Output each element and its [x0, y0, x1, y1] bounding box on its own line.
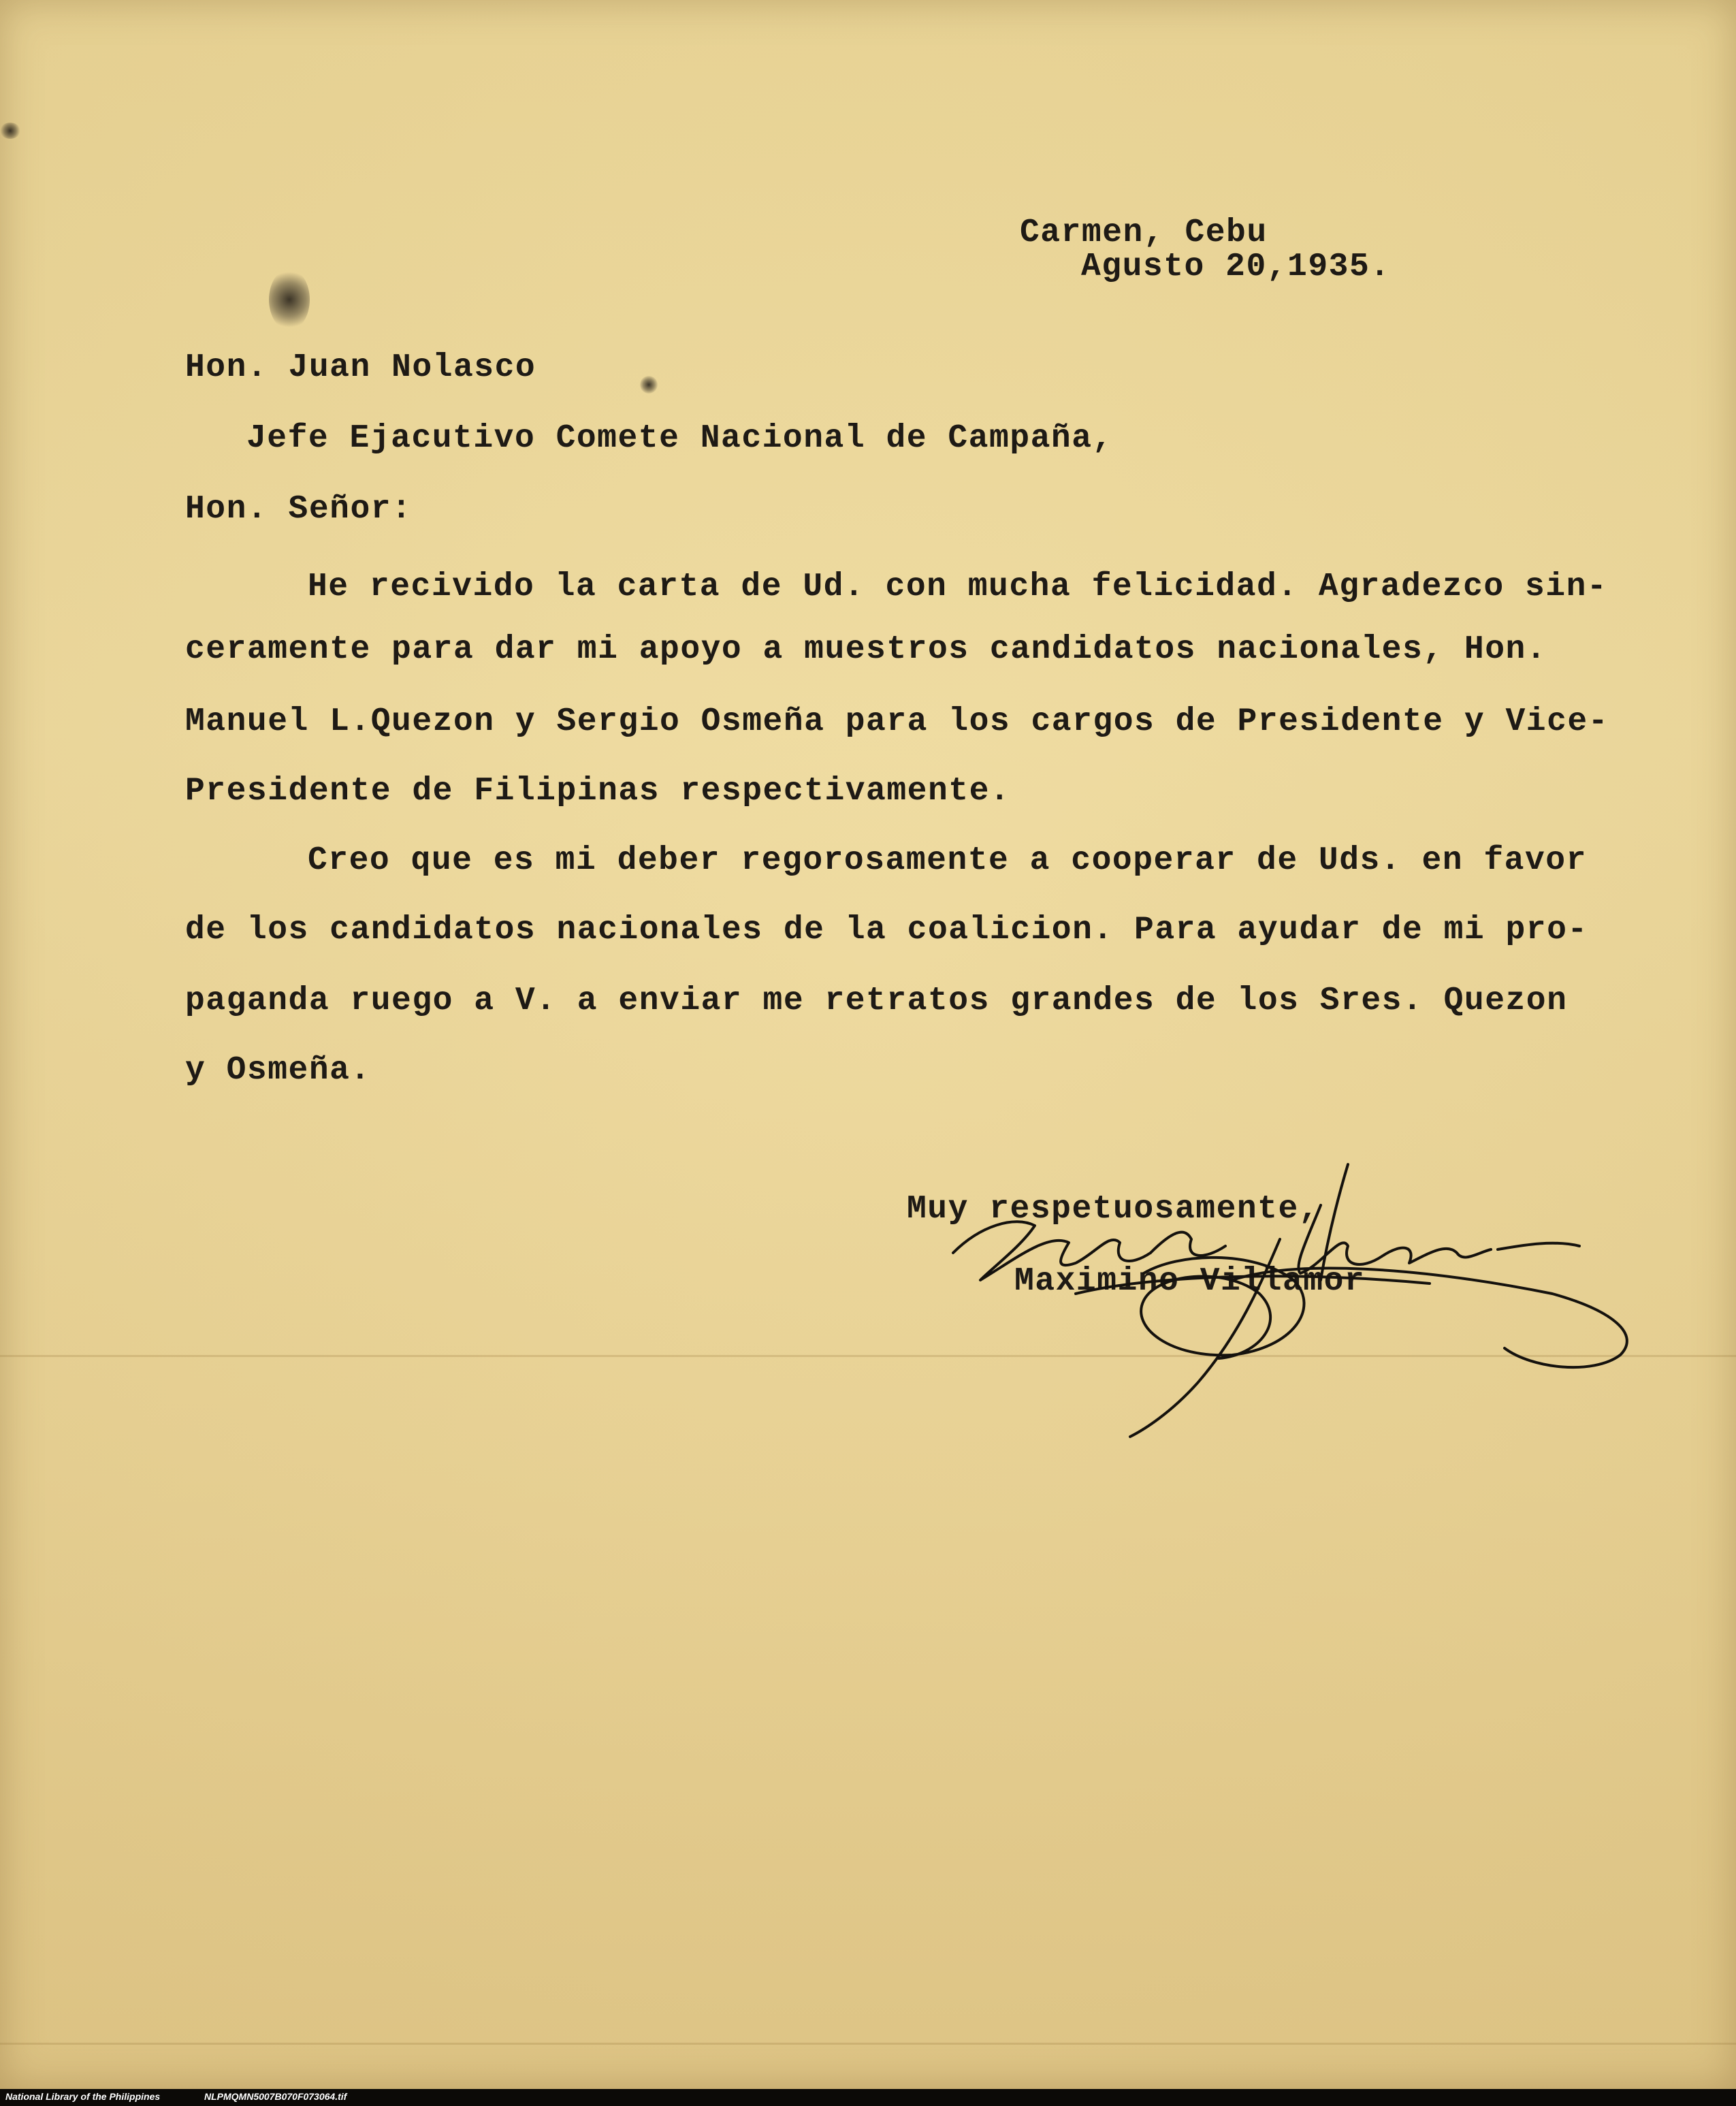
signer-name: Maximino Villamor [1014, 1263, 1366, 1300]
letter-place: Carmen, Cebu [1020, 214, 1268, 251]
ink-smudge [640, 376, 658, 394]
library-credit: National Library of the Philippines [5, 2091, 161, 2102]
letter-date: Agusto 20,1935. [1081, 249, 1391, 285]
ink-smudge [0, 123, 20, 139]
body-line: y Osmeña. [185, 1052, 371, 1089]
archive-footer [0, 2089, 1736, 2106]
body-line: He recivido la carta de Ud. con mucha felicidad. Agradezco sin- [308, 569, 1608, 605]
handwritten-signature [939, 1151, 1647, 1443]
ink-smudge [269, 269, 310, 330]
body-line: paganda ruego a V. a enviar me retratos grandes de los Sres. Quezon [185, 983, 1568, 1019]
file-name: NLPMQMN5007B070F073064.tif [204, 2091, 347, 2102]
body-line: ceramente para dar mi apoyo a muestros candidatos nacionales, Hon. [185, 631, 1547, 668]
closing: Muy respetuosamente, [907, 1191, 1320, 1228]
body-line: Creo que es mi deber regorosamente a cooperar de Uds. en favor [308, 842, 1587, 879]
body-line: Presidente de Filipinas respectivamente. [185, 773, 1011, 810]
body-line: de los candidatos nacionales de la coalicion. Para ayudar de mi pro- [185, 912, 1588, 948]
salutation: Hon. Señor: [185, 491, 413, 528]
paper-fold-line [0, 2043, 1736, 2045]
recipient-title: Jefe Ejacutivo Comete Nacional de Campaña, [246, 420, 1113, 457]
body-line: Manuel L.Quezon y Sergio Osmeña para los cargos de Presidente y Vice- [185, 703, 1609, 740]
recipient-name: Hon. Juan Nolasco [185, 349, 536, 386]
